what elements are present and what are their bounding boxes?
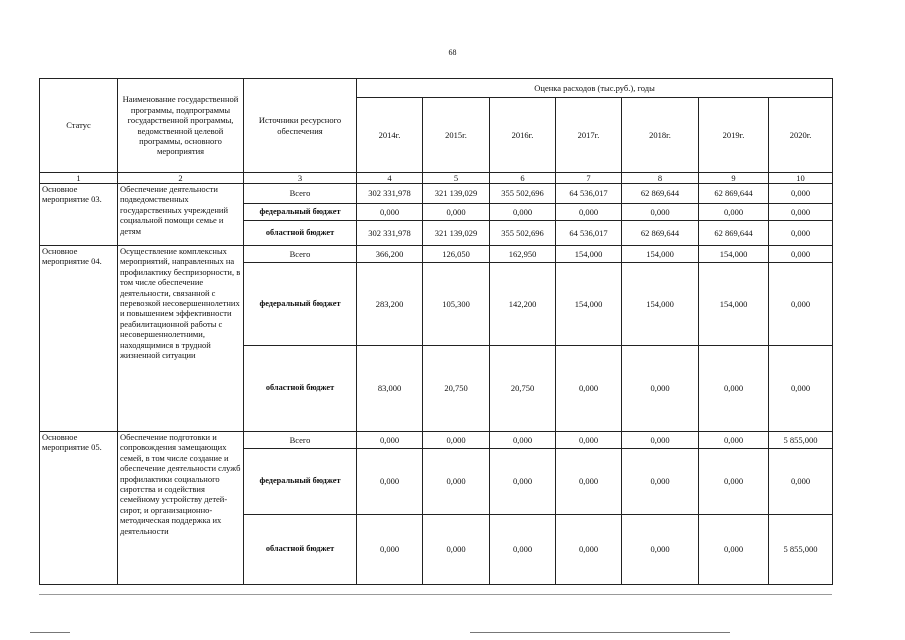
value-cell: 0,000	[357, 432, 423, 449]
value-cell: 302 331,978	[357, 184, 423, 204]
scan-artifact	[30, 632, 70, 633]
budget-table	[39, 78, 833, 585]
value-cell: 20,750	[490, 346, 556, 432]
header-estimate: Оценка расходов (тыс.руб.), годы	[357, 79, 833, 98]
value-cell: 0,000	[769, 184, 833, 204]
value-cell: 0,000	[490, 432, 556, 449]
value-cell: 0,000	[556, 515, 622, 585]
table-row	[40, 246, 833, 263]
row-name: Осуществление комплексных мероприятий, направленных на профилактику беспризорности, в том числе обеспечение деятельности, связанной с перевозкой несовершеннолетних и повышением эффективности реабилитационной работы с несовершеннолетними, находящимися в трудной жизненной ситуации	[118, 246, 244, 432]
value-cell: 62 869,644	[699, 221, 769, 246]
row-source: Всего	[244, 246, 357, 263]
value-cell: 0,000	[622, 432, 699, 449]
value-cell: 0,000	[423, 449, 490, 515]
column-number: 4	[357, 173, 423, 184]
value-cell: 0,000	[769, 263, 833, 346]
row-source: федеральный бюджет	[244, 263, 357, 346]
value-cell: 5 855,000	[769, 515, 833, 585]
value-cell: 62 869,644	[622, 184, 699, 204]
value-cell: 302 331,978	[357, 221, 423, 246]
value-cell: 154,000	[556, 246, 622, 263]
value-cell: 126,050	[423, 246, 490, 263]
column-number: 9	[699, 173, 769, 184]
value-cell: 0,000	[622, 204, 699, 221]
header-year: 2019г.	[699, 98, 769, 173]
table-row	[40, 184, 833, 204]
table-row	[40, 432, 833, 449]
value-cell: 0,000	[769, 346, 833, 432]
row-source: областной бюджет	[244, 346, 357, 432]
value-cell: 0,000	[769, 204, 833, 221]
value-cell: 0,000	[769, 221, 833, 246]
value-cell: 0,000	[556, 432, 622, 449]
value-cell: 0,000	[556, 449, 622, 515]
value-cell: 154,000	[622, 246, 699, 263]
column-number: 7	[556, 173, 622, 184]
column-number: 8	[622, 173, 699, 184]
column-number-row	[40, 173, 833, 184]
value-cell: 162,950	[490, 246, 556, 263]
value-cell: 0,000	[490, 449, 556, 515]
row-status: Основное мероприятие 03.	[40, 184, 118, 246]
value-cell: 0,000	[556, 204, 622, 221]
column-number: 5	[423, 173, 490, 184]
row-source: федеральный бюджет	[244, 204, 357, 221]
value-cell: 0,000	[423, 204, 490, 221]
header-year: 2014г.	[357, 98, 423, 173]
value-cell: 5 855,000	[769, 432, 833, 449]
header-name: Наименование государственной программы, подпрограммы государственной программы, ведомственной целевой программы, основного мероприятия	[118, 79, 244, 173]
column-number: 3	[244, 173, 357, 184]
value-cell: 355 502,696	[490, 221, 556, 246]
value-cell: 83,000	[357, 346, 423, 432]
page-number: 68	[448, 48, 457, 57]
scan-artifact	[470, 632, 730, 633]
value-cell: 0,000	[357, 204, 423, 221]
value-cell: 0,000	[769, 449, 833, 515]
header-year: 2017г.	[556, 98, 622, 173]
column-number: 6	[490, 173, 556, 184]
value-cell: 0,000	[769, 246, 833, 263]
row-source: областной бюджет	[244, 515, 357, 585]
header-sources: Источники ресурсного обеспечения	[244, 79, 357, 173]
row-status: Основное мероприятие 05.	[40, 432, 118, 585]
value-cell: 142,200	[490, 263, 556, 346]
value-cell: 0,000	[357, 515, 423, 585]
value-cell: 20,750	[423, 346, 490, 432]
value-cell: 0,000	[699, 204, 769, 221]
table-bottom-line	[39, 594, 832, 595]
header-year: 2018г.	[622, 98, 699, 173]
value-cell: 366,200	[357, 246, 423, 263]
header-year: 2015г.	[423, 98, 490, 173]
value-cell: 105,300	[423, 263, 490, 346]
row-source: Всего	[244, 184, 357, 204]
value-cell: 0,000	[556, 346, 622, 432]
value-cell: 0,000	[622, 449, 699, 515]
row-source: федеральный бюджет	[244, 449, 357, 515]
value-cell: 154,000	[699, 246, 769, 263]
header-year: 2020г.	[769, 98, 833, 173]
value-cell: 321 139,029	[423, 221, 490, 246]
value-cell: 0,000	[699, 432, 769, 449]
value-cell: 62 869,644	[622, 221, 699, 246]
value-cell: 64 536,017	[556, 184, 622, 204]
value-cell: 64 536,017	[556, 221, 622, 246]
value-cell: 62 869,644	[699, 184, 769, 204]
header-status: Статус	[40, 79, 118, 173]
value-cell: 154,000	[699, 263, 769, 346]
value-cell: 0,000	[423, 432, 490, 449]
value-cell: 321 139,029	[423, 184, 490, 204]
value-cell: 154,000	[556, 263, 622, 346]
value-cell: 0,000	[490, 515, 556, 585]
value-cell: 283,200	[357, 263, 423, 346]
value-cell: 0,000	[622, 515, 699, 585]
column-number: 10	[769, 173, 833, 184]
value-cell: 0,000	[357, 449, 423, 515]
row-status: Основное мероприятие 04.	[40, 246, 118, 432]
header-year: 2016г.	[490, 98, 556, 173]
value-cell: 355 502,696	[490, 184, 556, 204]
value-cell: 0,000	[622, 346, 699, 432]
row-name: Обеспечение деятельности подведомственных государственных учреждений социальной помощи семье и детям	[118, 184, 244, 246]
row-source: областной бюджет	[244, 221, 357, 246]
column-number: 2	[118, 173, 244, 184]
value-cell: 154,000	[622, 263, 699, 346]
value-cell: 0,000	[423, 515, 490, 585]
value-cell: 0,000	[699, 449, 769, 515]
value-cell: 0,000	[699, 346, 769, 432]
column-number: 1	[40, 173, 118, 184]
row-name: Обеспечение подготовки и сопровождения замещающих семей, в том числе создание и обеспечение деятельности служб профилактики социального сиротства и содействия семейному устройству детей-сирот, и организационно-методическая поддержка их деятельности	[118, 432, 244, 585]
value-cell: 0,000	[490, 204, 556, 221]
value-cell: 0,000	[699, 515, 769, 585]
row-source: Всего	[244, 432, 357, 449]
